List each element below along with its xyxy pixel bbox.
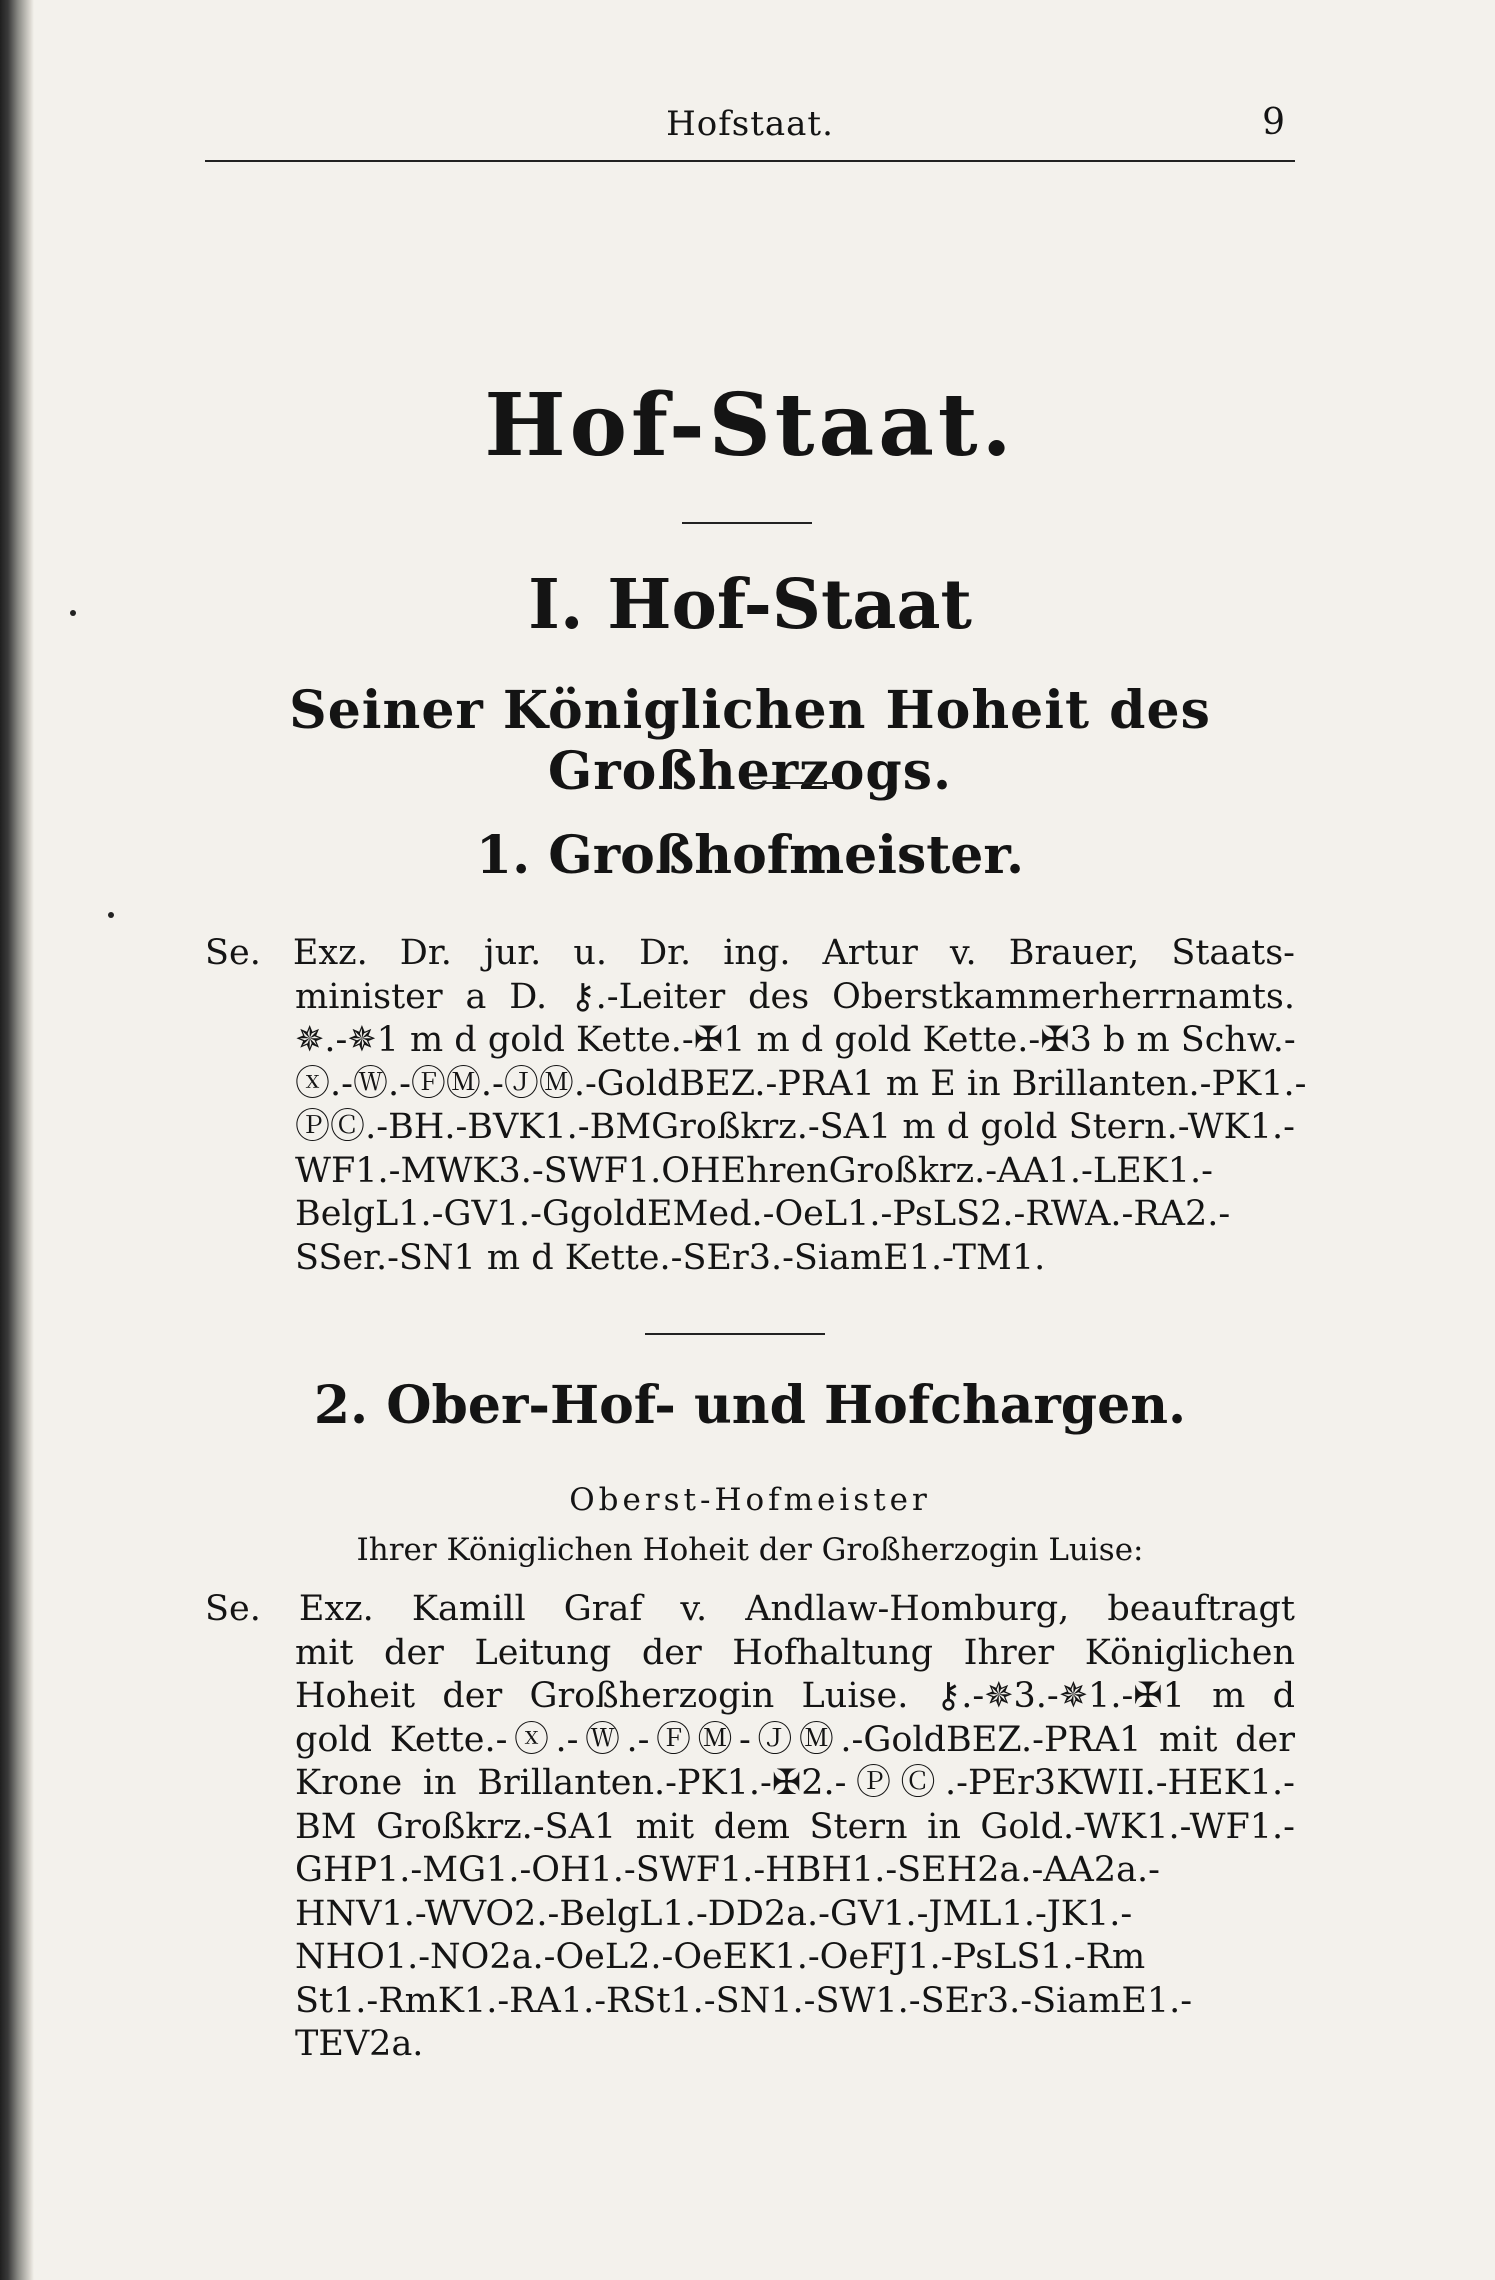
page-binding-edge: [0, 0, 34, 2280]
subsection-heading: 2. Ober-Hof- und Hofchargen.: [313, 1375, 1187, 1436]
entry-line: Se. Exz. Kamill Graf v. Andlaw-Homburg, beauftragt: [205, 1589, 1295, 1629]
section-heading: I. Hof-Staat: [528, 565, 972, 645]
entry-oberst-hofmeister: [205, 1588, 1295, 2067]
entry-line: SSer.-SN1 m d Kette.-SEr3.-SiamE1.-TM1.: [295, 1237, 1046, 1278]
entry-line: HNV1.-WVO2.-BelgL1.-DD2a.-GV1.-JML1.-JK1.-: [295, 1893, 1133, 1934]
entry-line: minister a D. ⚷.-Leiter des Oberstkammerherrnamts.: [295, 976, 1295, 1017]
entry-line: GHP1.-MG1.-OH1.-SWF1.-HBH1.-SEH2a.-AA2a.-: [295, 1850, 1160, 1890]
entry-line: BM Großkrz.-SA1 mit dem Stern in Gold.-WK1.-WF1.-: [295, 1806, 1295, 1847]
running-head: [205, 100, 1295, 162]
page-number: 9: [1262, 102, 1285, 143]
entry-line: TEV2a.: [295, 2024, 424, 2064]
entry-line: gold Kette.-ⓧ.-Ⓦ.-ⒻⓂ-ⒿⓂ.-GoldBEZ.-PRA1 mit der: [295, 1719, 1295, 1760]
entry-line: ⓅⒸ.-BH.-BVK1.-BMGroßkrz.-SA1 m d gold Stern.-WK1.-: [295, 1107, 1295, 1147]
entry-line: WF1.-MWK3.-SWF1.OHEhrenGroßkrz.-AA1.-LEK1.-: [295, 1150, 1213, 1191]
office-subtitle: Ihrer Königlichen Hoheit der Großherzogin Luise:: [356, 1532, 1144, 1568]
divider-rule: [645, 1333, 825, 1335]
entry-line: mit der Leitung der Hofhaltung Ihrer Königlichen: [295, 1632, 1295, 1673]
subsection-heading: 1. Großhofmeister.: [475, 825, 1025, 886]
entry-line: ⓧ.-Ⓦ.-ⒻⓂ.-ⒿⓂ.-GoldBEZ.-PRA1 m E in Brillanten.-PK1.-: [295, 1063, 1307, 1104]
section-subheading: Seiner Königlichen Hoheit des Großherzogs.: [289, 680, 1211, 802]
office-title: Oberst-Hofmeister: [569, 1482, 931, 1518]
entry-line: BelgL1.-GV1.-GgoldEMed.-OeL1.-PsLS2.-RWA.-RA2.-: [295, 1194, 1231, 1234]
entry-line: NHO1.-NO2a.-OeL2.-OeEK1.-OeFJ1.-PsLS1.-Rm: [295, 1937, 1146, 1977]
ink-speck: [108, 912, 114, 918]
divider-rule: [751, 782, 835, 784]
entry-line: Se. Exz. Dr. jur. u. Dr. ing. Artur v. Brauer, Staats-: [205, 933, 1295, 973]
book-page: [205, 0, 1307, 2280]
entry-line: ✵.-✵1 m d gold Kette.-✠1 m d gold Kette.-✠3 b m Schw.-: [295, 1020, 1296, 1060]
entry-line: Hoheit der Großherzogin Luise. ⚷.-✵3.-✵1.-✠1 m d: [295, 1676, 1295, 1716]
ink-speck: [70, 610, 76, 616]
entry-grosshofmeister: [205, 932, 1307, 1280]
main-title: Hof-Staat.: [484, 375, 1016, 476]
entry-line: St1.-RmK1.-RA1.-RSt1.-SN1.-SW1.-SEr3.-SiamE1.-: [295, 1980, 1193, 2021]
divider-rule: [682, 522, 812, 524]
running-title: Hofstaat.: [666, 104, 834, 144]
entry-line: Krone in Brillanten.-PK1.-✠2.-ⓅⒸ.-PEr3KWII.-HEK1.-: [295, 1763, 1295, 1803]
